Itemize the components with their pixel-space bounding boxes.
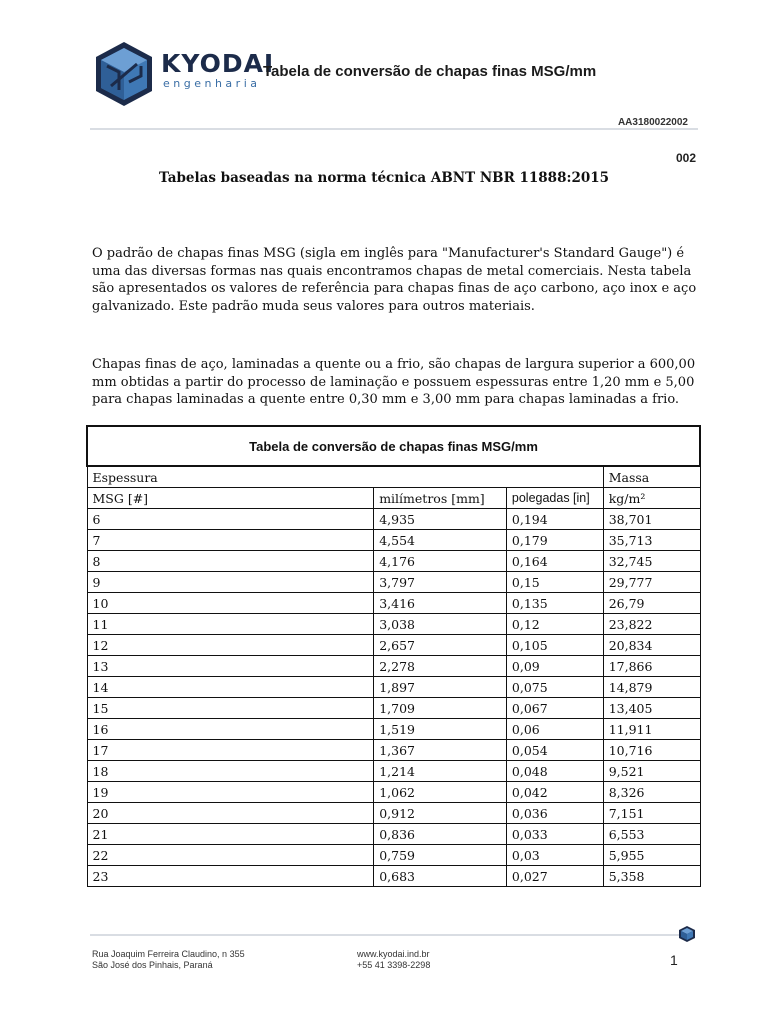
table-row [87, 824, 700, 845]
header-divider [90, 128, 698, 130]
mm-cell: 4,554 [374, 530, 507, 551]
mm-cell: 1,214 [374, 761, 507, 782]
msg-cell: 8 [87, 551, 374, 572]
inches-cell: 0,033 [506, 824, 603, 845]
footer-address [92, 949, 245, 971]
inches-cell: 0,135 [506, 593, 603, 614]
msg-cell: 7 [87, 530, 374, 551]
main-heading: Tabelas baseadas na norma técnica ABNT NBR 11888:2015 [158, 170, 610, 186]
msg-cell: 18 [87, 761, 374, 782]
msg-cell: 14 [87, 677, 374, 698]
intro-paragraph: O padrão de chapas finas MSG (sigla em inglês para "Manufacturer's Standard Gauge") é uma das diversas formas nas quais encontramos chapas de metal comerciais. Nesta tabela são apresentados os valores de referência para chapas finas de aço carbono, aço inox e aço galvanizado. Este padrão muda seus valores para outros materiais. [92, 246, 697, 314]
msg-cell: 19 [87, 782, 374, 803]
mass-cell: 5,955 [603, 845, 700, 866]
mm-cell: 1,897 [374, 677, 507, 698]
inches-cell: 0,054 [506, 740, 603, 761]
table-row [87, 698, 700, 719]
header-group-thickness: Espessura [87, 466, 603, 488]
description-paragraph: Chapas finas de aço, laminadas a quente ou a frio, são chapas de largura superior a 600,00 mm obtidas a partir do processo de laminação e possuem espessuras entre 1,20 mm e 5,00 para chapas laminadas a quente entre 0,30 mm e 3,00 mm para chapas laminadas a frio. [92, 357, 696, 407]
msg-cell: 13 [87, 656, 374, 677]
header-inches: polegadas [in] [506, 488, 603, 509]
mass-cell: 32,745 [603, 551, 700, 572]
msg-cell: 22 [87, 845, 374, 866]
mm-cell: 0,836 [374, 824, 507, 845]
page-number: 1 [670, 952, 678, 968]
mm-cell: 2,657 [374, 635, 507, 656]
table-row [87, 761, 700, 782]
mass-cell: 7,151 [603, 803, 700, 824]
table-body [87, 509, 700, 887]
kyodai-logo-icon [93, 40, 155, 108]
mass-cell: 23,822 [603, 614, 700, 635]
page-code: 002 [675, 151, 696, 165]
table-row [87, 572, 700, 593]
mm-cell: 4,935 [374, 509, 507, 530]
mass-cell: 6,553 [603, 824, 700, 845]
inches-cell: 0,027 [506, 866, 603, 887]
inches-cell: 0,15 [506, 572, 603, 593]
footer-contact [357, 949, 430, 971]
msg-cell: 21 [87, 824, 374, 845]
inches-cell: 0,075 [506, 677, 603, 698]
brand-subtitle: engenharia [163, 77, 261, 90]
mm-cell: 2,278 [374, 656, 507, 677]
website-link[interactable]: www.kyodai.ind.br [357, 949, 430, 959]
mm-cell: 0,912 [374, 803, 507, 824]
address-line-1: Rua Joaquim Ferreira Claudino, n 355 [92, 949, 245, 959]
header-mm: milímetros [mm] [374, 488, 507, 509]
table-row [87, 803, 700, 824]
inches-cell: 0,12 [506, 614, 603, 635]
msg-cell: 17 [87, 740, 374, 761]
table-row [87, 677, 700, 698]
inches-cell: 0,042 [506, 782, 603, 803]
inches-cell: 0,06 [506, 719, 603, 740]
mass-cell: 11,911 [603, 719, 700, 740]
header-msg: MSG [#] [87, 488, 374, 509]
table-row [87, 845, 700, 866]
msg-cell: 9 [87, 572, 374, 593]
inches-cell: 0,179 [506, 530, 603, 551]
mm-cell: 0,759 [374, 845, 507, 866]
mass-cell: 20,834 [603, 635, 700, 656]
mm-cell: 0,683 [374, 866, 507, 887]
table-title: Tabela de conversão de chapas finas MSG/mm [87, 426, 700, 466]
inches-cell: 0,067 [506, 698, 603, 719]
msg-cell: 15 [87, 698, 374, 719]
mm-cell: 1,367 [374, 740, 507, 761]
footer-divider [90, 934, 680, 936]
msg-cell: 12 [87, 635, 374, 656]
table-row [87, 593, 700, 614]
mass-cell: 17,866 [603, 656, 700, 677]
msg-cell: 6 [87, 509, 374, 530]
inches-cell: 0,164 [506, 551, 603, 572]
table-row [87, 635, 700, 656]
inches-cell: 0,03 [506, 845, 603, 866]
inches-cell: 0,09 [506, 656, 603, 677]
table-row [87, 530, 700, 551]
table-row [87, 656, 700, 677]
mass-cell: 29,777 [603, 572, 700, 593]
mass-cell: 13,405 [603, 698, 700, 719]
inches-cell: 0,105 [506, 635, 603, 656]
mass-cell: 8,326 [603, 782, 700, 803]
msg-cell: 11 [87, 614, 374, 635]
header-mass-unit: kg/m² [603, 488, 700, 509]
document-code: AA3180022002 [617, 117, 688, 128]
msg-cell: 23 [87, 866, 374, 887]
mm-cell: 4,176 [374, 551, 507, 572]
msg-cell: 20 [87, 803, 374, 824]
brand-name: KYODAI [161, 49, 275, 78]
mass-cell: 9,521 [603, 761, 700, 782]
msg-cell: 10 [87, 593, 374, 614]
table-row [87, 740, 700, 761]
mm-cell: 1,519 [374, 719, 507, 740]
inches-cell: 0,048 [506, 761, 603, 782]
conversion-table [86, 425, 701, 887]
header-title: Tabela de conversão de chapas finas MSG/mm [263, 63, 597, 80]
table-row [87, 509, 700, 530]
table-row [87, 614, 700, 635]
conversion-table-container [86, 425, 701, 887]
mass-cell: 38,701 [603, 509, 700, 530]
header-group-mass: Massa [603, 466, 700, 488]
mm-cell: 3,038 [374, 614, 507, 635]
mass-cell: 10,716 [603, 740, 700, 761]
msg-cell: 16 [87, 719, 374, 740]
phone-number: +55 41 3398-2298 [357, 960, 431, 970]
table-row [87, 719, 700, 740]
mass-cell: 14,879 [603, 677, 700, 698]
mass-cell: 5,358 [603, 866, 700, 887]
address-line-2: São José dos Pinhais, Paraná [92, 960, 213, 970]
table-row [87, 866, 700, 887]
mm-cell: 1,062 [374, 782, 507, 803]
inches-cell: 0,194 [506, 509, 603, 530]
mm-cell: 3,797 [374, 572, 507, 593]
table-row [87, 782, 700, 803]
inches-cell: 0,036 [506, 803, 603, 824]
mass-cell: 26,79 [603, 593, 700, 614]
table-row [87, 551, 700, 572]
mm-cell: 3,416 [374, 593, 507, 614]
mass-cell: 35,713 [603, 530, 700, 551]
cube-logo-icon [678, 925, 696, 943]
mm-cell: 1,709 [374, 698, 507, 719]
